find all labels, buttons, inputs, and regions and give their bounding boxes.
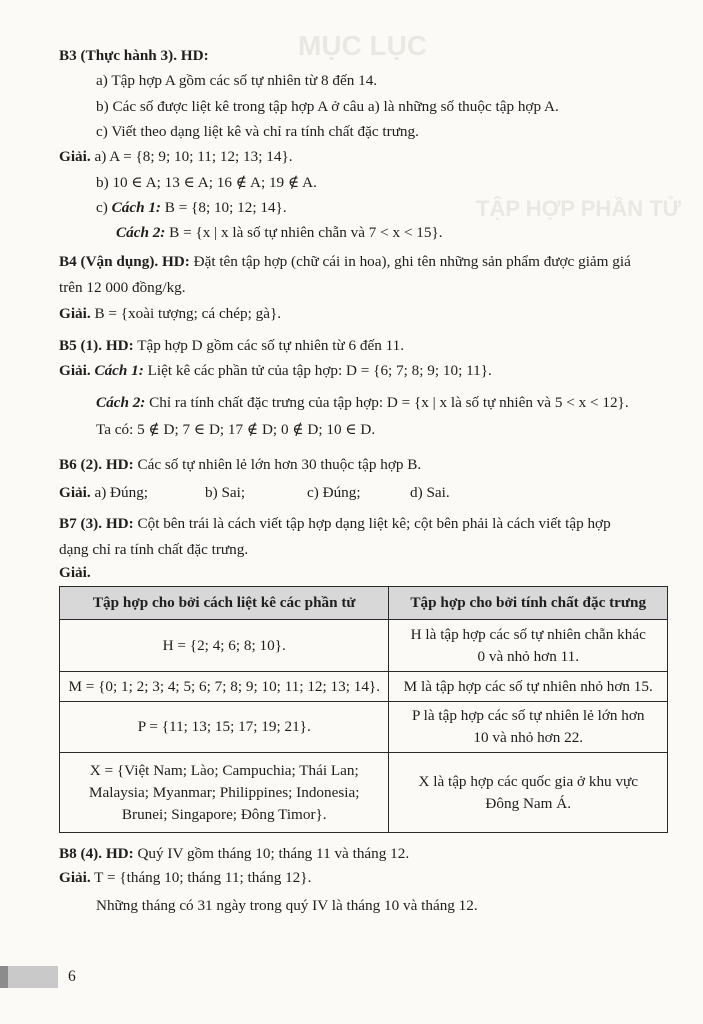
b5-hint bbox=[59, 336, 404, 356]
b5-title: B5 (1). HD: bbox=[59, 337, 134, 354]
b4-hint-text1: Đặt tên tập hợp (chữ cái in hoa), ghi tên những sản phẩm được giảm giá bbox=[189, 253, 631, 270]
cell-line: Brunei; Singapore; Đông Timor}. bbox=[121, 805, 327, 823]
b7-hint-line1 bbox=[59, 514, 611, 534]
b7-hint-text1: Cột bên trái là cách viết tập hợp dạng liệt kê; cột bên phải là cách viết tập hợp bbox=[133, 515, 611, 532]
footer-decoration-bar bbox=[0, 966, 58, 988]
b3-solution-b: b) 10 ∈ A; 13 ∈ A; 16 ∉ A; 19 ∉ A. bbox=[96, 174, 317, 191]
table-row bbox=[60, 620, 668, 672]
b6-hint bbox=[59, 455, 421, 475]
table-header-row bbox=[60, 587, 668, 620]
b3-solution-label: Giải. bbox=[59, 148, 91, 165]
cell-line: H = {2; 4; 6; 8; 10}. bbox=[162, 636, 286, 654]
b4-solution-label: Giải. bbox=[59, 305, 91, 322]
b8-solution bbox=[59, 868, 311, 888]
b3-hint-c: c) Viết theo dạng liệt kê và chỉ ra tính chất đặc trưng. bbox=[96, 123, 419, 140]
table-row bbox=[60, 753, 668, 833]
b4-hint-line2: trên 12 000 đồng/kg. bbox=[59, 279, 186, 296]
cell-line: 0 và nhỏ hơn 11. bbox=[477, 647, 580, 665]
b4-hint-line1 bbox=[59, 252, 631, 272]
cell-line: H là tập hợp các số tự nhiên chẵn khác bbox=[410, 625, 646, 643]
b6-answer-b: b) Sai; bbox=[205, 484, 246, 501]
b5-method2-label: Cách 2: bbox=[96, 394, 146, 411]
cell-line: X = {Việt Nam; Lào; Campuchia; Thái Lan; bbox=[89, 761, 359, 779]
b8-solution-label: Giải. bbox=[59, 869, 91, 886]
b5-method1-text: Liệt kê các phần tử của tập hợp: D = {6; 7; 8; 9; 10; 11}. bbox=[143, 362, 492, 379]
b8-title: B8 (4). HD: bbox=[59, 845, 134, 862]
table-header-property: Tập hợp cho bởi tính chất đặc trưng bbox=[389, 587, 668, 620]
b3-method1-text: B = {8; 10; 12; 14}. bbox=[160, 199, 287, 216]
cell-line: M là tập hợp các số tự nhiên nhỏ hơn 15. bbox=[403, 677, 653, 695]
cell-line: 10 và nhỏ hơn 22. bbox=[473, 729, 584, 746]
table-header-roster: Tập hợp cho bởi cách liệt kê các phần tử bbox=[60, 587, 389, 620]
b3-solution-c2 bbox=[116, 223, 443, 243]
table-cell-property bbox=[389, 702, 668, 753]
b3-solution-c-prefix: c) bbox=[96, 199, 112, 216]
cell-line: Đông Nam Á. bbox=[485, 794, 572, 812]
table-row bbox=[60, 672, 668, 702]
bleed-through-title: TẬP HỢP PHẦN TỬ bbox=[476, 196, 681, 221]
b5-solution-method2 bbox=[96, 393, 629, 413]
b3-solution-c1 bbox=[96, 198, 287, 218]
b3-method2-text: B = {x | x là số tự nhiên chẵn và 7 < x < 15}. bbox=[165, 224, 443, 241]
table-cell-roster bbox=[60, 620, 389, 672]
b6-answer-c: c) Đúng; bbox=[307, 484, 361, 501]
cell-line: M = {0; 1; 2; 3; 4; 5; 6; 7; 8; 9; 10; 11; 12; 13; 14}. bbox=[68, 677, 381, 695]
b6-solution-label: Giải. bbox=[59, 484, 91, 501]
cell-line: P = {11; 13; 15; 17; 19; 21}. bbox=[137, 718, 311, 735]
b8-hint bbox=[59, 844, 409, 864]
cell-line: Malaysia; Myanmar; Philippines; Indonesia; bbox=[89, 783, 360, 801]
b6-answer-d: d) Sai. bbox=[410, 484, 450, 501]
b6-hint-text: Các số tự nhiên lẻ lớn hơn 30 thuộc tập hợp B. bbox=[133, 456, 422, 473]
b3-solution-a bbox=[59, 147, 293, 167]
b5-hint-text: Tập hợp D gồm các số tự nhiên từ 6 đến 11. bbox=[133, 337, 405, 354]
b7-title: B7 (3). HD: bbox=[59, 515, 134, 532]
table-cell-property bbox=[389, 620, 668, 672]
b7-solution-label: Giải. bbox=[59, 564, 91, 581]
b8-solution-text: T = {tháng 10; tháng 11; tháng 12}. bbox=[90, 869, 312, 886]
b8-hint-text: Quý IV gồm tháng 10; tháng 11 và tháng 12. bbox=[133, 845, 410, 862]
b3-method1-label: Cách 1: bbox=[111, 199, 161, 216]
table-cell-roster bbox=[60, 672, 389, 702]
b4-solution-text: B = {xoài tượng; cá chép; gà}. bbox=[90, 305, 282, 322]
b6-solution bbox=[59, 483, 148, 503]
b4-title: B4 (Vận dụng). HD: bbox=[59, 253, 190, 270]
table-cell-roster bbox=[60, 753, 389, 833]
b6-answer-a: a) Đúng; bbox=[90, 484, 149, 501]
b3-method2-label: Cách 2: bbox=[116, 224, 166, 241]
b3-title: B3 (Thực hành 3). HD: bbox=[59, 47, 209, 64]
table-cell-property bbox=[389, 753, 668, 833]
b5-method1-label: Cách 1: bbox=[90, 362, 144, 379]
page-number: 6 bbox=[68, 968, 76, 985]
cell-line: P là tập hợp các số tự nhiên lẻ lớn hơn bbox=[411, 707, 645, 724]
b5-membership: Ta có: 5 ∉ D; 7 ∈ D; 17 ∉ D; 0 ∉ D; 10 ∈ D. bbox=[96, 421, 376, 438]
set-comparison-table bbox=[59, 586, 668, 833]
table-row bbox=[60, 702, 668, 753]
b4-solution bbox=[59, 304, 281, 324]
table-cell-property bbox=[389, 672, 668, 702]
b5-solution-label: Giải. bbox=[59, 362, 91, 379]
b3-solution-a-text: a) A = {8; 9; 10; 11; 12; 13; 14}. bbox=[90, 148, 293, 165]
b3-hint-a: a) Tập hợp A gồm các số tự nhiên từ 8 đến 14. bbox=[96, 72, 378, 89]
b3-hint-b: b) Các số được liệt kê trong tập hợp A ở câu a) là những số thuộc tập hợp A. bbox=[96, 98, 559, 115]
cell-line: X là tập hợp các quốc gia ở khu vực bbox=[418, 772, 639, 790]
b5-solution-method1 bbox=[59, 361, 492, 381]
b5-method2-text: Chỉ ra tính chất đặc trưng của tập hợp: D = {x | x là số tự nhiên và 5 < x < 12}. bbox=[145, 394, 629, 411]
table-cell-roster bbox=[60, 702, 389, 753]
b6-title: B6 (2). HD: bbox=[59, 456, 134, 473]
bleed-through-heading: MỤC LỤC bbox=[298, 30, 428, 61]
b8-note: Những tháng có 31 ngày trong quý IV là tháng 10 và tháng 12. bbox=[96, 897, 478, 914]
b7-hint-line2: dạng chỉ ra tính chất đặc trưng. bbox=[59, 541, 249, 558]
